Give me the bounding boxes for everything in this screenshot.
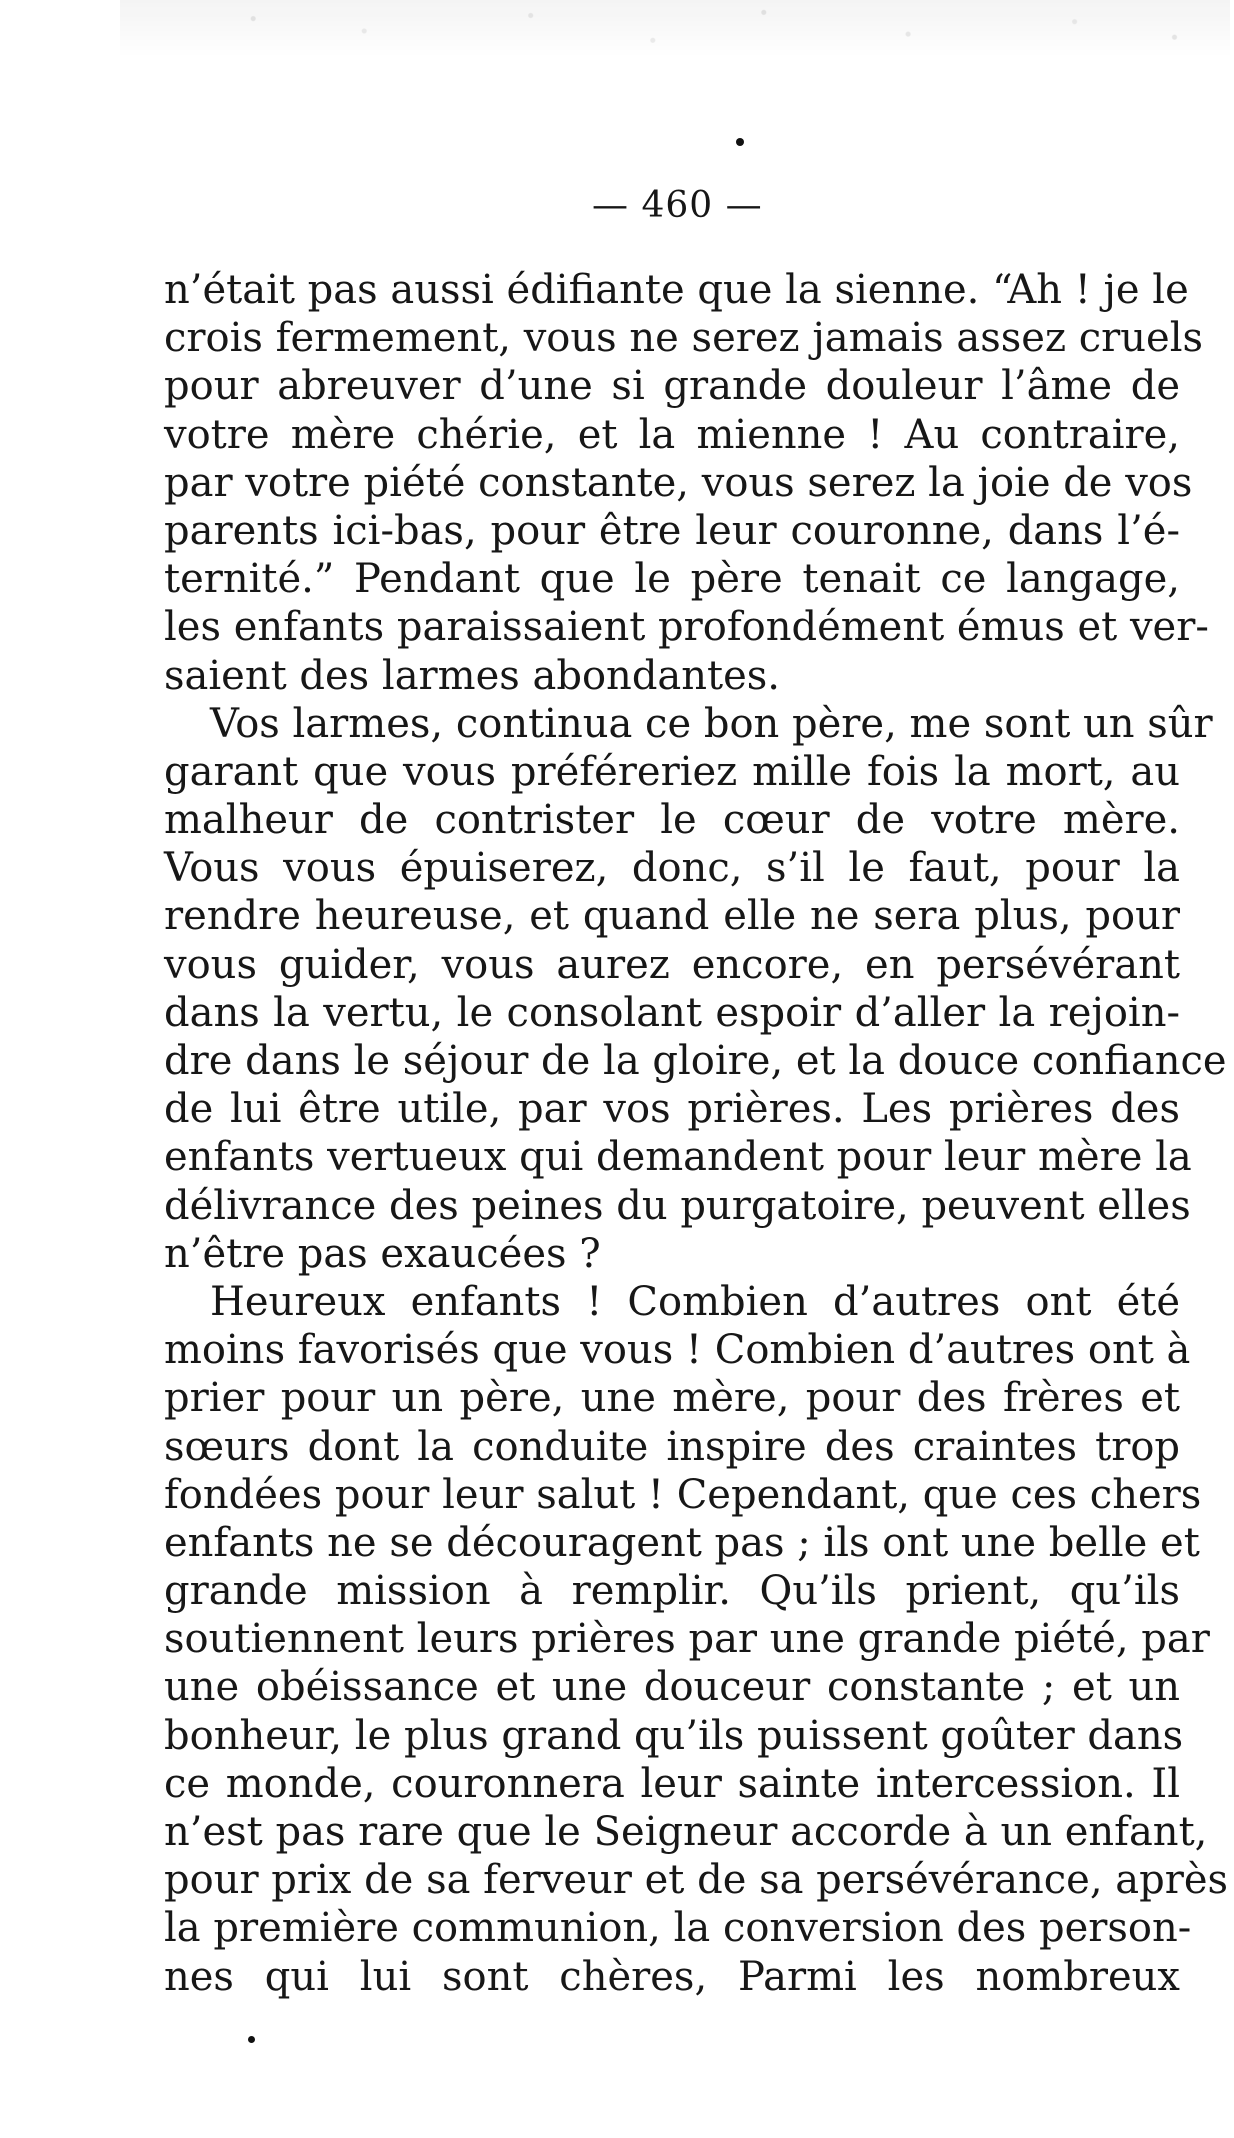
text-line: dre dans le séjour de la gloire, et la douce confiance [164, 1038, 1227, 1084]
text-line: la première communion, la conversion des person- [164, 1905, 1192, 1952]
text-line: Vos larmes, continua ce bon père, me sont un sûr [210, 700, 1213, 747]
text-line: n’est pas rare que le Seigneur accorde à un enfant, [164, 1809, 1208, 1855]
text-line: dans la vertu, le consolant espoir d’aller la rejoin- [164, 989, 1180, 1036]
text-line: délivrance des peines du purgatoire, peuvent elles [164, 1182, 1191, 1229]
text-line: nes qui lui sont chères, Parmi les nombreux [164, 1953, 1180, 2000]
text-line: n’être pas exaucées ? [164, 1230, 601, 1277]
text-line: moins favorisés que vous ! Combien d’autres ont à [164, 1327, 1191, 1374]
ink-dot-bottom [248, 2036, 255, 2043]
text-line: une obéissance et une douceur constante ; et un [164, 1664, 1180, 1711]
text-line: grande mission à remplir. Qu’ils prient, qu’ils [164, 1568, 1180, 1615]
text-line: saient des larmes abondantes. [164, 652, 781, 699]
text-line: fondées pour leur salut ! Cependant, que ces chers [164, 1471, 1202, 1518]
text-line: rendre heureuse, et quand elle ne sera plus, pour [164, 893, 1180, 940]
text-line: par votre piété constante, vous serez la joie de vos [164, 459, 1193, 506]
text-line: les enfants paraissaient profondément émus et ver- [164, 604, 1209, 651]
text-line: vous guider, vous aurez encore, en persévérant [164, 941, 1180, 988]
body-text [164, 266, 1229, 2001]
text-line: bonheur, le plus grand qu’ils puissent goûter dans [164, 1712, 1184, 1759]
text-line: votre mère chérie, et la mienne ! Au contraire, [164, 411, 1180, 458]
text-line: soutiennent leurs prières par une grande piété, par [164, 1616, 1210, 1663]
text-line: ce monde, couronnera leur sainte intercession. Il [164, 1760, 1180, 1807]
text-line: parents ici-bas, pour être leur couronne, dans l’é- [164, 507, 1180, 554]
text-line: pour abreuver d’une si grande douleur l’âme de [164, 363, 1180, 410]
text-line: prier pour un père, une mère, pour des frères et [164, 1375, 1180, 1422]
text-line: garant que vous préféreriez mille fois la mort, au [164, 748, 1180, 795]
text-line: de lui être utile, par vos prières. Les prières des [164, 1086, 1180, 1133]
text-line: malheur de contrister le cœur de votre mère. [164, 797, 1180, 844]
scan-noise-strip [120, 0, 1230, 62]
text-line: ternité.” Pendant que le père tenait ce langage, [164, 556, 1180, 603]
text-line: enfants vertueux qui demandent pour leur mère la [164, 1134, 1192, 1181]
text-line: enfants ne se découragent pas ; ils ont une belle et [164, 1519, 1200, 1566]
text-line: n’était pas aussi édifiante que la sienne. “Ah ! je le [164, 267, 1189, 313]
page-number: — 460 — [592, 185, 763, 226]
text-line: sœurs dont la conduite inspire des craintes trop [164, 1423, 1180, 1470]
text-line: crois fermement, vous ne serez jamais assez cruels [164, 315, 1204, 362]
text-line: Vous vous épuiserez, donc, s’il le faut, pour la [164, 845, 1180, 892]
text-line: Heureux enfants ! Combien d’autres ont été [210, 1278, 1180, 1325]
ink-dot-top [736, 138, 744, 146]
text-line: pour prix de sa ferveur et de sa persévérance, après [164, 1857, 1229, 1904]
